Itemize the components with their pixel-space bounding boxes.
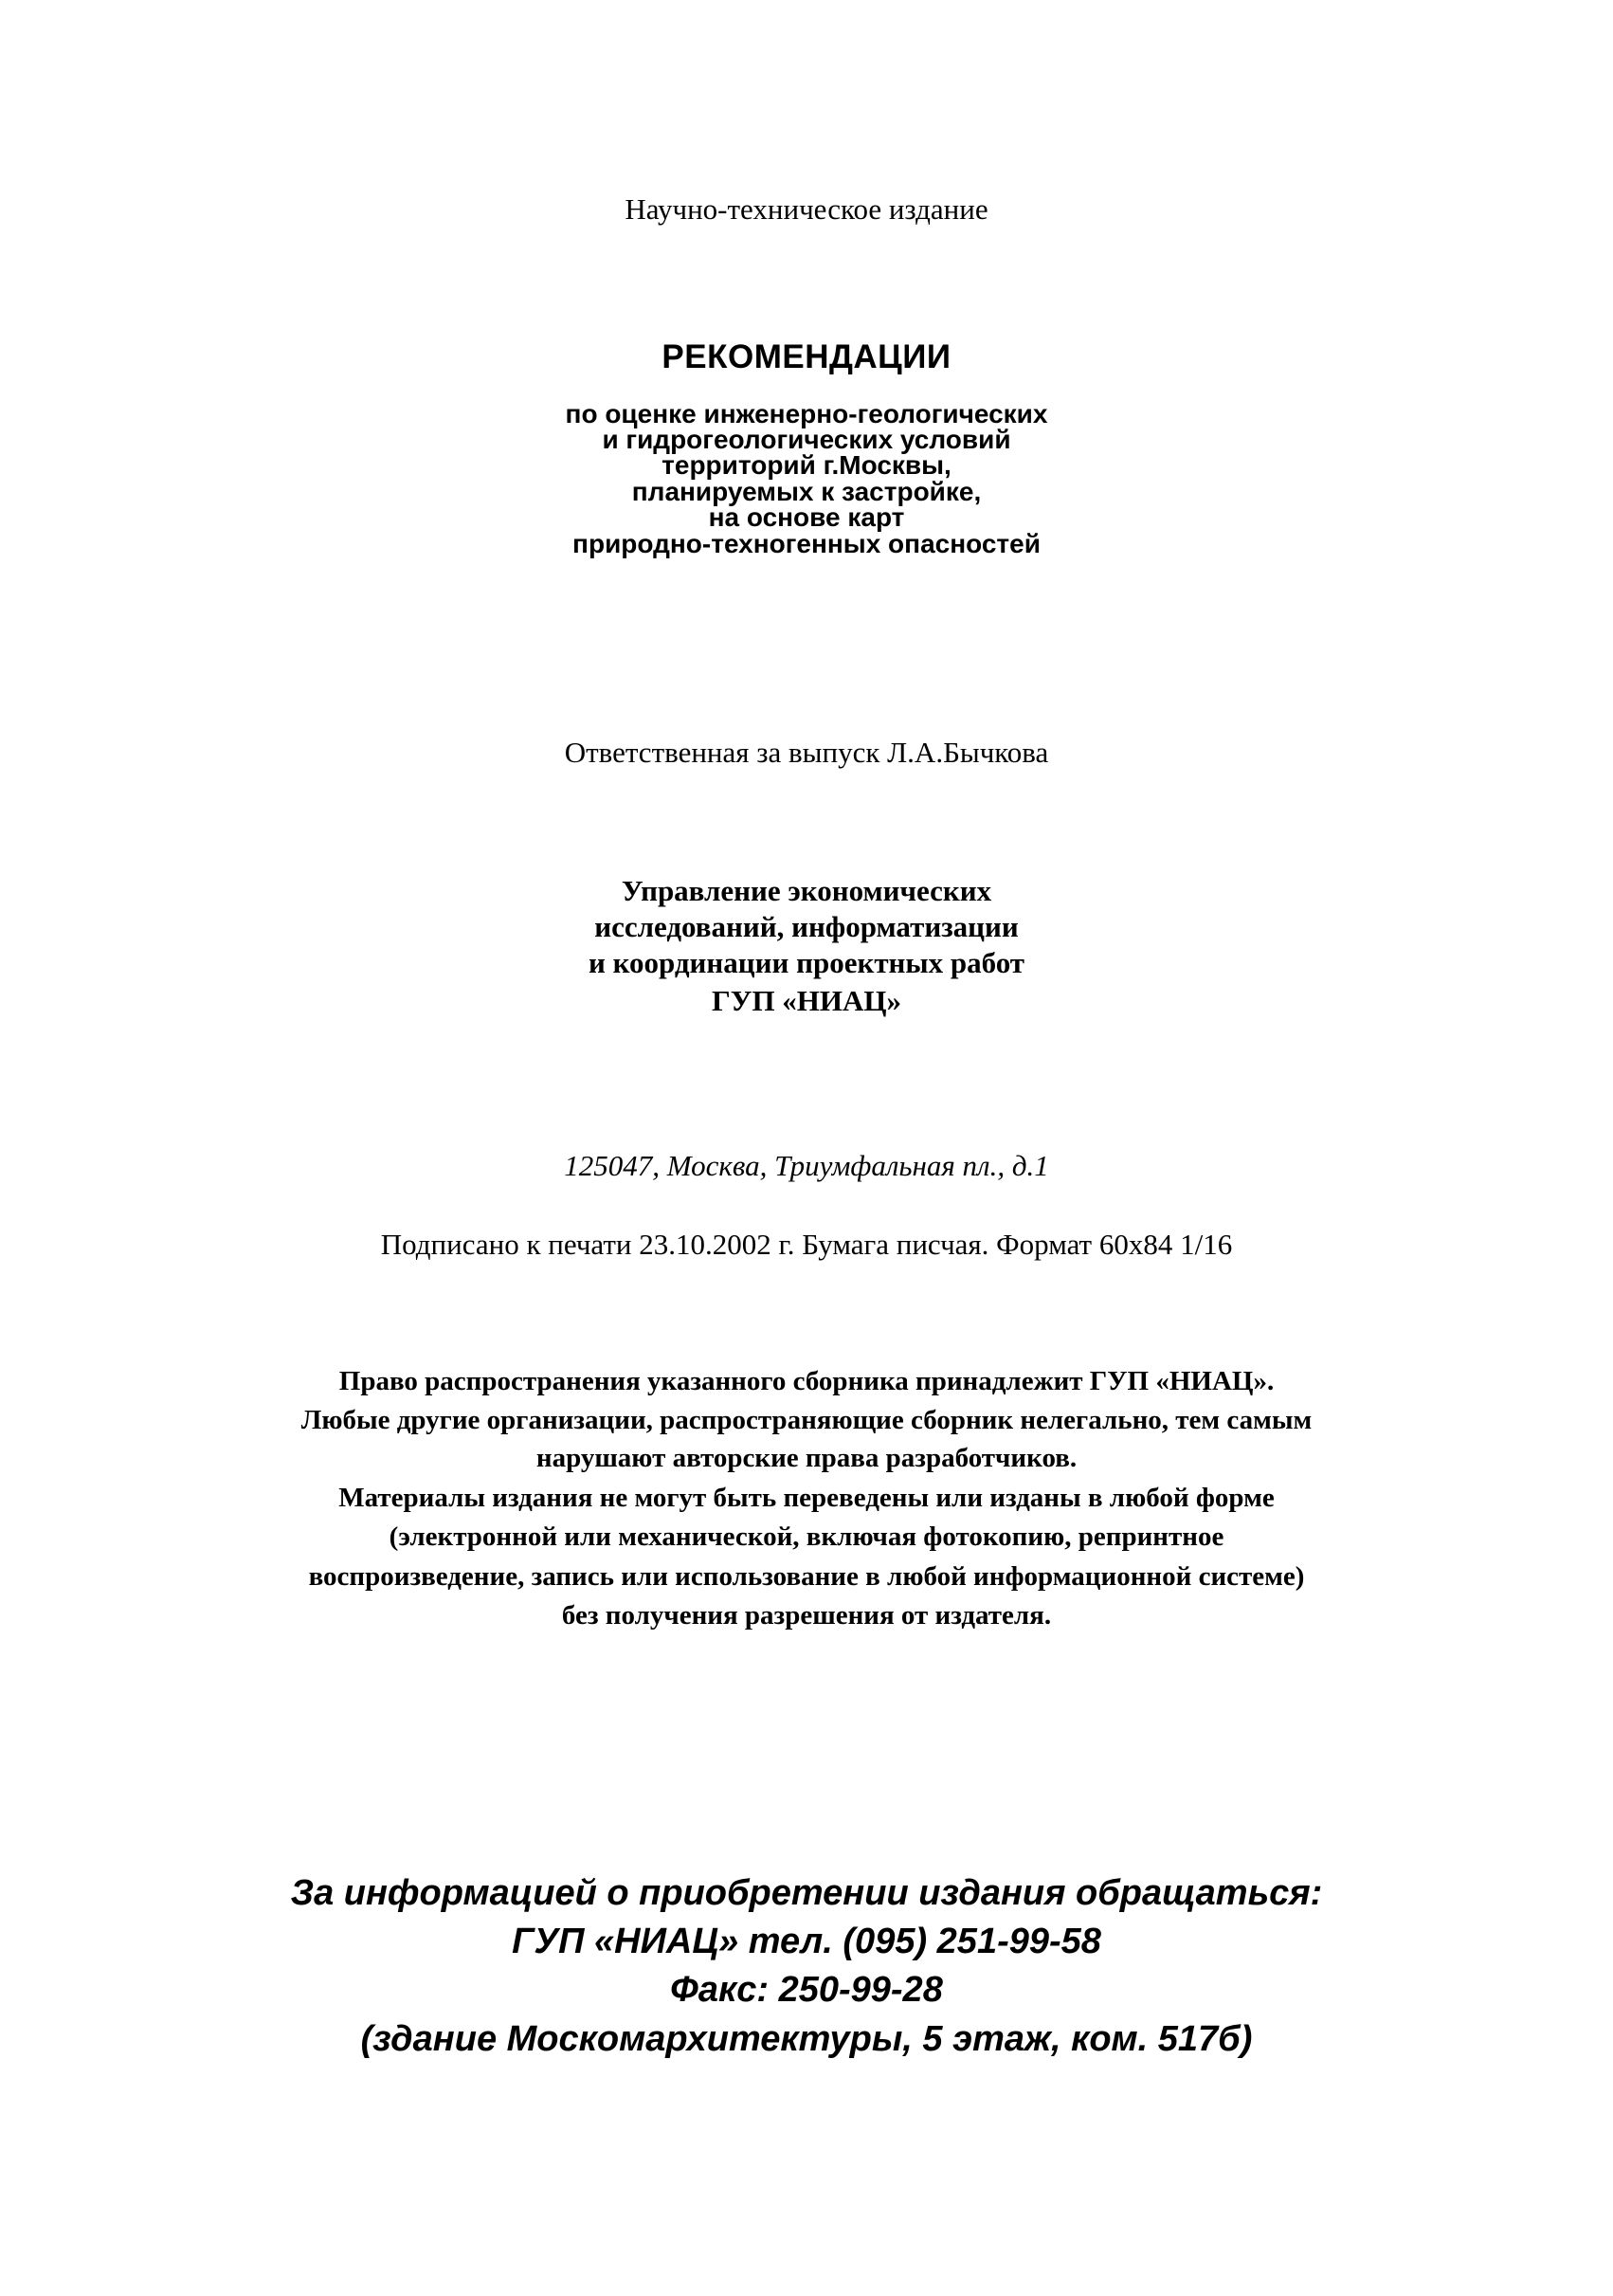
publisher-line: Управление экономических bbox=[621, 874, 992, 907]
rights-notice-line: Любые другие организации, распространяющие сборник нелегально, тем самым bbox=[300, 1405, 1313, 1435]
contact-info-line: Факс: 250-99-28 bbox=[670, 1970, 943, 2010]
publisher-address: 125047, Москва, Триумфальная пл., д.1 bbox=[564, 1149, 1049, 1182]
rights-notice-line: без получения разрешения от издателя. bbox=[561, 1600, 1052, 1631]
subtitle-line: территорий г.Москвы, bbox=[662, 450, 951, 480]
rights-notice-line: Материалы издания не могут быть переведены или изданы в любой форме bbox=[338, 1483, 1275, 1513]
document-title: РЕКОМЕНДАЦИИ bbox=[662, 338, 951, 375]
print-info: Подписано к печати 23.10.2002 г. Бумага писчая. Формат 60х84 1/16 bbox=[380, 1228, 1233, 1261]
subtitle-line: природно-техногенных опасностей bbox=[572, 529, 1041, 558]
subtitle-line: планируемых к застройке, bbox=[631, 477, 982, 506]
subtitle-line: по оценке инженерно-геологических bbox=[565, 399, 1048, 428]
rights-notice-line: нарушают авторские права разработчиков. bbox=[535, 1443, 1078, 1473]
contact-info-line: ГУП «НИАЦ» тел. (095) 251-99-58 bbox=[512, 1922, 1101, 1961]
contact-info-line: (здание Москомархитектуры, 5 этаж, ком. 517б) bbox=[360, 2019, 1253, 2059]
publisher-line: и координации проектных работ bbox=[588, 946, 1025, 979]
publisher-line: ГУП «НИАЦ» bbox=[711, 984, 902, 1017]
rights-notice-line: Право распространения указанного сборника принадлежит ГУП «НИАЦ». bbox=[338, 1366, 1275, 1396]
subtitle-line: на основе карт bbox=[708, 502, 905, 532]
publisher-line: исследований, информатизации bbox=[594, 910, 1019, 943]
subtitle-line: и гидрогеологических условий bbox=[602, 425, 1011, 454]
rights-notice-line: воспроизведение, запись или использование в любой информационной системе) bbox=[308, 1561, 1305, 1592]
edition-type: Научно-техническое издание bbox=[625, 192, 988, 226]
responsible-editor: Ответственная за выпуск Л.А.Бычкова bbox=[564, 736, 1049, 769]
rights-notice-line: (электронной или механической, включая фотокопию, репринтное bbox=[389, 1522, 1224, 1552]
contact-info-line: За информацией о приобретении издания обращаться: bbox=[290, 1873, 1323, 1913]
